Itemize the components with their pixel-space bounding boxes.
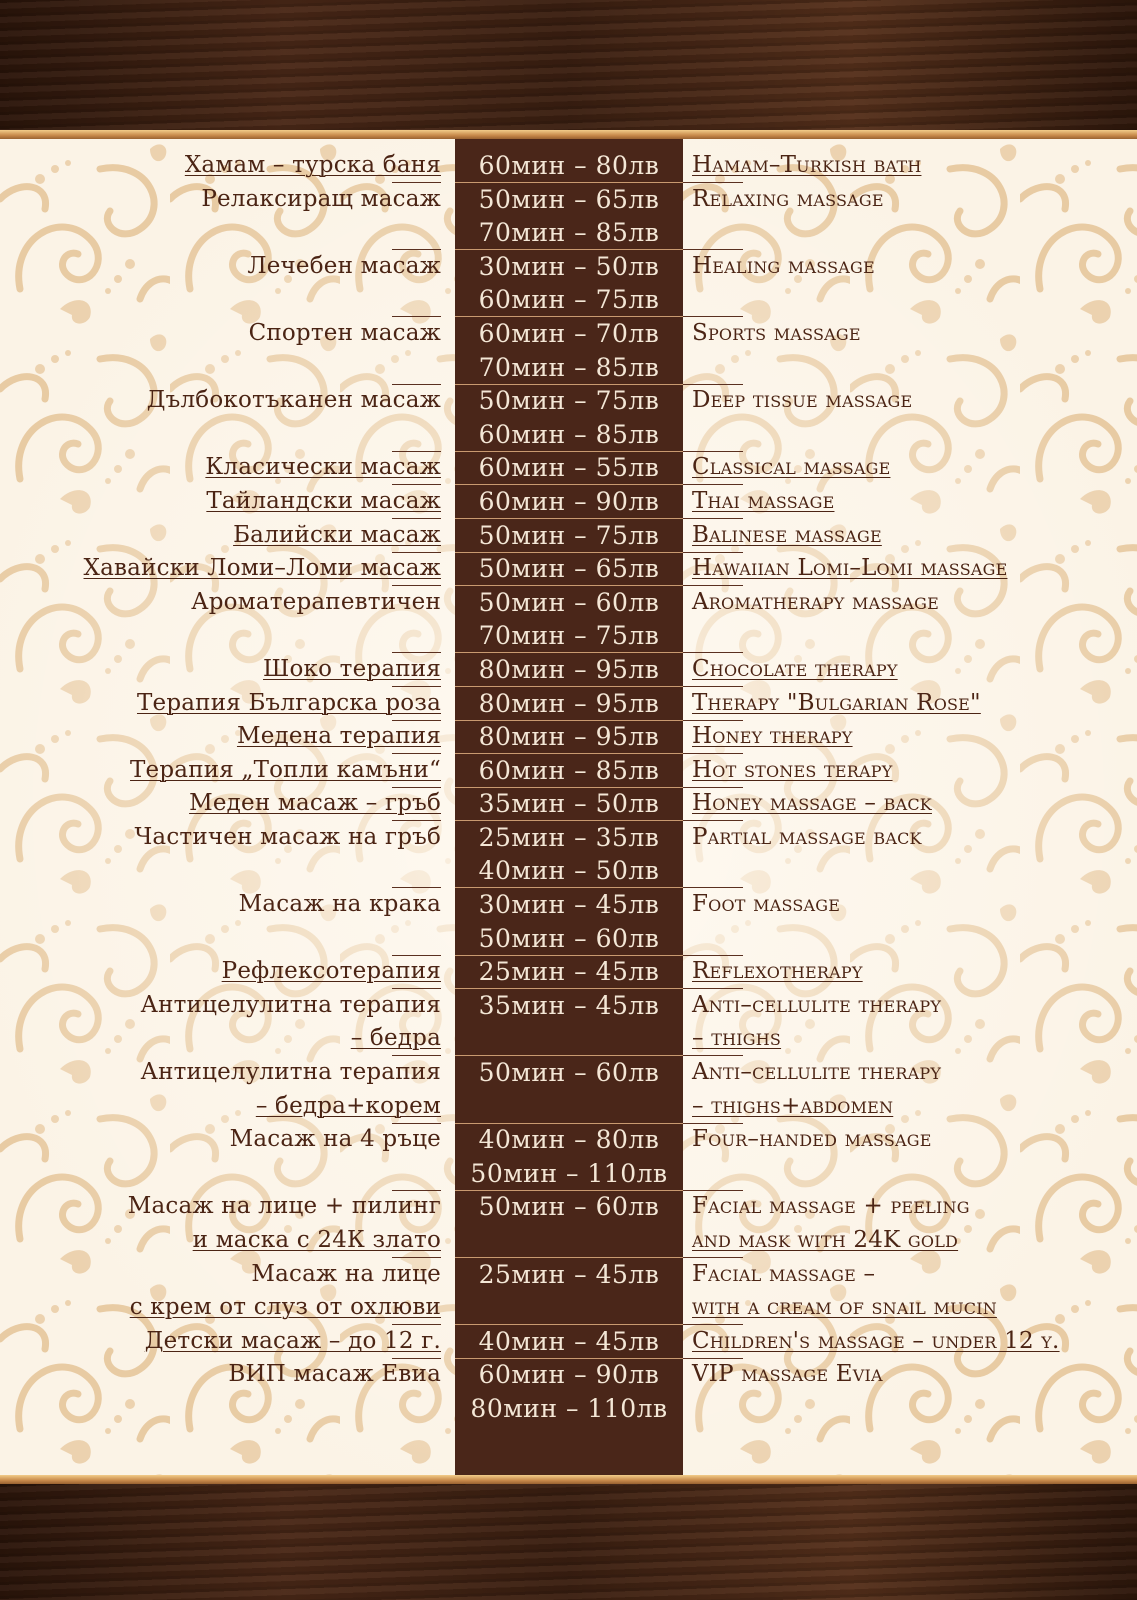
price-row xyxy=(0,1123,1137,1157)
service-name-bg: Релаксиращ масаж xyxy=(201,185,441,212)
service-price: 50мин – 65лв xyxy=(478,184,660,214)
service-price: 80мин – 95лв xyxy=(478,688,660,718)
price-row xyxy=(0,351,1137,385)
service-name-en: Thai massage xyxy=(692,487,835,514)
service-name-bg: Спортен масаж xyxy=(248,319,441,346)
service-price: 60мин – 55лв xyxy=(478,453,660,483)
price-row xyxy=(0,283,1137,317)
service-name-bg: Масаж на 4 ръце xyxy=(229,1126,441,1153)
price-row xyxy=(0,183,1137,217)
service-price: 60мин – 90лв xyxy=(478,1360,660,1390)
service-name-en: and mask with 24K gold xyxy=(692,1227,959,1253)
price-row xyxy=(0,1358,1137,1392)
price-row xyxy=(0,216,1137,250)
service-price: 40мин – 50лв xyxy=(478,856,660,886)
service-price: 40мин – 45лв xyxy=(478,1326,660,1356)
price-row xyxy=(0,888,1137,922)
service-name-bg: Меден масаж – гръб xyxy=(189,790,441,817)
service-name-bg xyxy=(0,854,441,888)
service-price: 70мин – 85лв xyxy=(478,352,660,382)
service-price: 50мин – 60лв xyxy=(478,1192,660,1222)
price-row xyxy=(0,149,1137,183)
price-row xyxy=(0,754,1137,788)
wood-header xyxy=(0,0,1137,130)
service-price xyxy=(459,1291,679,1325)
service-name-bg xyxy=(0,1157,441,1191)
service-name-en: Four–handed massage xyxy=(692,1126,932,1153)
service-name-en: Hamam–Turkish bath xyxy=(692,152,922,178)
price-row xyxy=(0,955,1137,989)
service-name-bg: Масаж на крака xyxy=(238,891,441,918)
service-name-bg: Терапия „Топли камъни“ xyxy=(130,756,441,783)
price-row xyxy=(0,1090,1137,1124)
service-name-bg: Масаж на лице xyxy=(251,1260,441,1287)
service-name-bg: Балийски масаж xyxy=(233,521,441,548)
service-name-bg xyxy=(0,418,441,452)
service-name-bg xyxy=(0,1392,441,1426)
service-name-bg xyxy=(0,216,441,250)
service-name-bg: Хамам – турска баня xyxy=(184,152,441,178)
service-price: 80мин – 95лв xyxy=(478,654,660,684)
price-row xyxy=(0,1056,1137,1090)
service-price: 50мин – 60лв xyxy=(478,587,660,617)
service-name-en: Classical massage xyxy=(692,454,891,481)
price-row xyxy=(0,552,1137,586)
service-name-en: Anti–cellulite therapy xyxy=(692,991,942,1018)
price-row xyxy=(0,250,1137,284)
price-row xyxy=(0,485,1137,519)
price-row xyxy=(0,1258,1137,1292)
service-price xyxy=(459,1224,679,1258)
service-name-bg: Лечебен масаж xyxy=(247,252,441,279)
service-name-en: Facial massage + peeling xyxy=(692,1193,970,1220)
service-price: 60мин – 80лв xyxy=(478,151,660,180)
service-name-bg xyxy=(0,283,441,317)
price-row xyxy=(0,787,1137,821)
service-name-bg xyxy=(0,922,441,956)
service-name-bg: Шоко терапия xyxy=(263,655,441,682)
service-name-bg xyxy=(0,351,441,385)
service-name-en: Hawaiian Lomi–Lomi massage xyxy=(692,555,1008,582)
service-name-en: Chocolate therapy xyxy=(692,655,898,682)
service-price: 70мин – 75лв xyxy=(478,621,660,651)
service-name-en: – thighs+abdomen xyxy=(692,1092,894,1119)
service-name-en: Hot stones terapy xyxy=(692,756,893,783)
service-price: 35мин – 45лв xyxy=(478,990,660,1020)
service-name-en: – thighs xyxy=(692,1025,782,1052)
service-name-en: Foot massage xyxy=(692,891,841,918)
service-name-bg: с крем от слуз от охлюви xyxy=(129,1294,441,1321)
service-price: 60мин – 90лв xyxy=(478,486,660,516)
price-row xyxy=(0,989,1137,1023)
service-name-en xyxy=(692,854,1132,888)
price-row xyxy=(0,653,1137,687)
service-name-en: Reflexotherapy xyxy=(692,958,863,985)
service-name-en: Facial massage – xyxy=(692,1260,876,1287)
service-name-bg: Антицелулитна терапия xyxy=(140,1059,441,1086)
service-price: 25мин – 35лв xyxy=(478,822,660,852)
service-name-en xyxy=(692,351,1132,385)
wood-footer xyxy=(0,1484,1137,1600)
service-name-en xyxy=(692,619,1132,653)
service-name-en: Children's massage – under 12 y. xyxy=(692,1327,1060,1354)
service-price: 70мин – 85лв xyxy=(478,218,660,248)
price-row xyxy=(0,922,1137,956)
service-price: 80мин – 110лв xyxy=(470,1393,668,1423)
service-name-bg: Масаж на лице + пилинг xyxy=(127,1193,441,1220)
service-name-bg: Терапия Българска роза xyxy=(136,689,441,716)
service-name-bg: Рефлексотерапия xyxy=(221,958,441,985)
price-row xyxy=(0,1224,1137,1258)
service-name-en xyxy=(692,216,1132,250)
price-row xyxy=(0,1325,1137,1359)
service-name-en: Honey massage – back xyxy=(692,790,932,817)
price-row xyxy=(0,384,1137,418)
service-price: 25мин – 45лв xyxy=(478,957,660,987)
service-price: 60мин – 85лв xyxy=(478,419,660,449)
service-price: 50мин – 75лв xyxy=(478,386,660,416)
service-price xyxy=(459,1090,679,1124)
service-price: 25мин – 45лв xyxy=(478,1259,660,1289)
service-name-en: Sports massage xyxy=(692,319,861,346)
price-row xyxy=(0,451,1137,485)
service-price: 60мин – 85лв xyxy=(478,755,660,785)
service-name-bg: и маска с 24К злато xyxy=(192,1227,441,1253)
service-name-en: Relaxing massage xyxy=(692,185,884,212)
service-price: 60мин – 70лв xyxy=(478,318,660,348)
service-name-en: Anti–cellulite therapy xyxy=(692,1059,942,1086)
price-row xyxy=(0,586,1137,620)
service-price: 30мин – 45лв xyxy=(478,890,660,920)
service-name-bg: – бедра xyxy=(350,1025,441,1052)
service-name-bg: Частичен масаж на гръб xyxy=(134,823,441,850)
price-row xyxy=(0,1291,1137,1325)
service-name-bg: Детски масаж – до 12 г. xyxy=(144,1327,441,1354)
service-name-en xyxy=(692,418,1132,452)
service-name-bg: Ароматерапевтичен xyxy=(191,588,441,615)
service-name-en xyxy=(692,922,1132,956)
price-row xyxy=(0,821,1137,855)
service-name-en: Honey therapy xyxy=(692,723,853,750)
price-row xyxy=(0,519,1137,553)
service-name-bg: ВИП масаж Евиа xyxy=(228,1361,441,1388)
service-name-en xyxy=(692,1157,1132,1191)
service-name-en xyxy=(692,283,1132,317)
service-name-bg: Антицелулитна терапия xyxy=(140,991,441,1018)
price-row xyxy=(0,619,1137,653)
service-price: 80мин – 95лв xyxy=(478,722,660,752)
service-name-bg: Тайландски масаж xyxy=(206,487,441,514)
service-name-bg: Дълбокотъканен масаж xyxy=(146,387,441,414)
service-price xyxy=(459,1022,679,1056)
price-row xyxy=(0,1190,1137,1224)
service-name-en xyxy=(692,1392,1132,1426)
service-price: 60мин – 75лв xyxy=(478,285,660,315)
service-name-en: Deep tissue massage xyxy=(692,387,913,414)
price-row xyxy=(0,1392,1137,1426)
service-name-en: Balinese massage xyxy=(692,521,882,548)
price-row xyxy=(0,317,1137,351)
service-name-bg: Класически масаж xyxy=(205,454,441,481)
price-row xyxy=(0,720,1137,754)
service-price: 35мин – 50лв xyxy=(478,789,660,819)
service-name-en: Aromatherapy massage xyxy=(692,588,939,615)
price-row xyxy=(0,1022,1137,1056)
service-name-en: VIP massage Evia xyxy=(692,1361,883,1388)
service-price: 50мин – 60лв xyxy=(478,1058,660,1088)
service-name-bg: Медена терапия xyxy=(236,723,441,750)
service-name-bg: Хавайски Ломи–Ломи масаж xyxy=(83,555,441,582)
gold-border-bottom xyxy=(0,1475,1137,1484)
price-row xyxy=(0,687,1137,721)
service-name-en: Healing massage xyxy=(692,252,875,279)
service-price: 50мин – 110лв xyxy=(470,1158,668,1188)
service-name-bg: – бедра+корем xyxy=(255,1092,441,1119)
price-row xyxy=(0,854,1137,888)
gold-border-top xyxy=(0,130,1137,139)
price-row xyxy=(0,1157,1137,1191)
price-rows xyxy=(0,149,1137,1426)
service-name-en: with a cream of snail mucin xyxy=(692,1294,997,1321)
service-name-bg xyxy=(0,619,441,653)
price-row xyxy=(0,418,1137,452)
service-price: 50мин – 60лв xyxy=(478,923,660,953)
service-name-en: Partial massage back xyxy=(692,823,922,850)
service-price: 30мин – 50лв xyxy=(478,251,660,281)
service-price: 40мин – 80лв xyxy=(478,1125,660,1155)
service-price: 50мин – 65лв xyxy=(478,554,660,584)
service-price: 50мин – 75лв xyxy=(478,520,660,550)
service-name-en: Therapy "Bulgarian Rose" xyxy=(692,689,981,716)
